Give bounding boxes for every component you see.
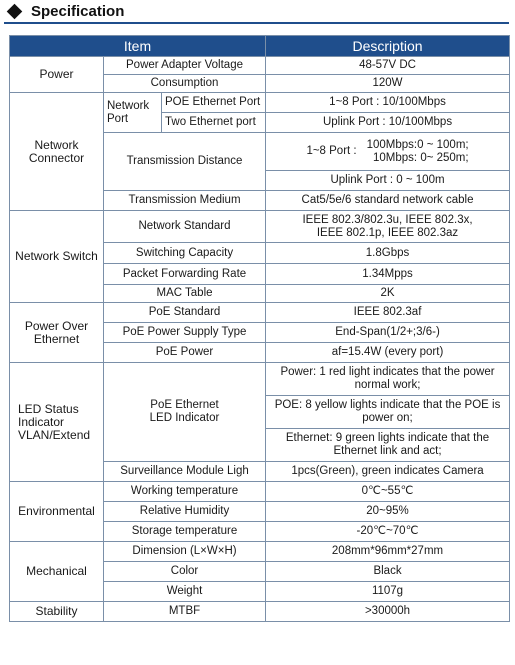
- row-label: PoE Ethernet LED Indicator: [104, 363, 266, 462]
- row-value: 1107g: [266, 582, 510, 602]
- row-label: Consumption: [104, 75, 266, 93]
- distance-port-label: 1~8 Port :: [306, 145, 357, 157]
- heading-divider: [4, 22, 509, 24]
- row-value: 20~95%: [266, 502, 510, 522]
- section-heading: [4, 0, 124, 22]
- row-label: Power Adapter Voltage: [104, 57, 266, 75]
- row-label: Surveillance Module Ligh: [104, 462, 266, 482]
- row-label: POE Ethernet Port: [162, 93, 266, 113]
- row-value: End-Span(1/2+;3/6-): [266, 323, 510, 343]
- distance-cell: [266, 133, 510, 171]
- row-value: -20℃~70℃: [266, 522, 510, 542]
- row-value: 208mm*96mm*27mm: [266, 542, 510, 562]
- row-label: Weight: [104, 582, 266, 602]
- specification-table: [9, 35, 510, 622]
- row-label: Transmission Distance: [104, 133, 266, 191]
- category-poe: Power Over Ethernet: [10, 303, 104, 363]
- row-label: MTBF: [104, 602, 266, 622]
- row-label: Dimension (L×W×H): [104, 542, 266, 562]
- row-value: Uplink Port : 10/100Mbps: [266, 113, 510, 133]
- standard-line: IEEE 802.3/802.3u, IEEE 802.3x,: [302, 213, 473, 226]
- row-label: Network Standard: [104, 211, 266, 243]
- category-stability: Stability: [10, 602, 104, 622]
- row-value: 1.8Gbps: [266, 243, 510, 264]
- distance-100mbps: 100Mbps:0 ~ 100m;: [366, 138, 469, 151]
- diamond-bullet-icon: [7, 3, 23, 19]
- distance-uplink: Uplink Port : 0 ~ 100m: [266, 171, 510, 191]
- row-value: >30000h: [266, 602, 510, 622]
- row-value: 120W: [266, 75, 510, 93]
- category-led-status: LED Status Indicator VLAN/Extend: [10, 363, 104, 482]
- row-label: Packet Forwarding Rate: [104, 264, 266, 285]
- category-mechanical: Mechanical: [10, 542, 104, 602]
- category-environmental: Environmental: [10, 482, 104, 542]
- row-label: MAC Table: [104, 285, 266, 303]
- row-value: 1~8 Port : 10/100Mbps: [266, 93, 510, 113]
- category-network-switch: Network Switch: [10, 211, 104, 303]
- header-description: Description: [266, 36, 510, 57]
- row-label: Working temperature: [104, 482, 266, 502]
- led-description: POE: 8 yellow lights indicate that the POE is power on;: [266, 396, 510, 429]
- row-value: 48-57V DC: [266, 57, 510, 75]
- led-description: Power: 1 red light indicates that the power normal work;: [266, 363, 510, 396]
- row-value: 1.34Mpps: [266, 264, 510, 285]
- row-label: Transmission Medium: [104, 191, 266, 211]
- row-label: Color: [104, 562, 266, 582]
- category-power: Power: [10, 57, 104, 93]
- row-label: PoE Power Supply Type: [104, 323, 266, 343]
- row-value: Black: [266, 562, 510, 582]
- row-value: Cat5/5e/6 standard network cable: [266, 191, 510, 211]
- category-network-connector: Network Connector: [10, 93, 104, 211]
- row-value: 2K: [266, 285, 510, 303]
- section-title: Specification: [31, 2, 125, 20]
- network-port-group: Network Port: [104, 93, 162, 133]
- row-label: Two Ethernet port: [162, 113, 266, 133]
- row-label: Storage temperature: [104, 522, 266, 542]
- row-label: Relative Humidity: [104, 502, 266, 522]
- row-value: af=15.4W (every port): [266, 343, 510, 363]
- row-label: Switching Capacity: [104, 243, 266, 264]
- standard-line: IEEE 802.1p, IEEE 802.3az: [316, 226, 459, 239]
- distance-10mbps: 10Mbps: 0~ 250m;: [373, 151, 469, 164]
- row-value: 0℃~55℃: [266, 482, 510, 502]
- led-description: Ethernet: 9 green lights indicate that the Ethernet link and act;: [266, 429, 510, 462]
- row-value: IEEE 802.3af: [266, 303, 510, 323]
- row-label: PoE Power: [104, 343, 266, 363]
- row-value: [266, 211, 510, 243]
- row-label: PoE Standard: [104, 303, 266, 323]
- row-value: 1pcs(Green), green indicates Camera: [266, 462, 510, 482]
- header-item: Item: [10, 36, 266, 57]
